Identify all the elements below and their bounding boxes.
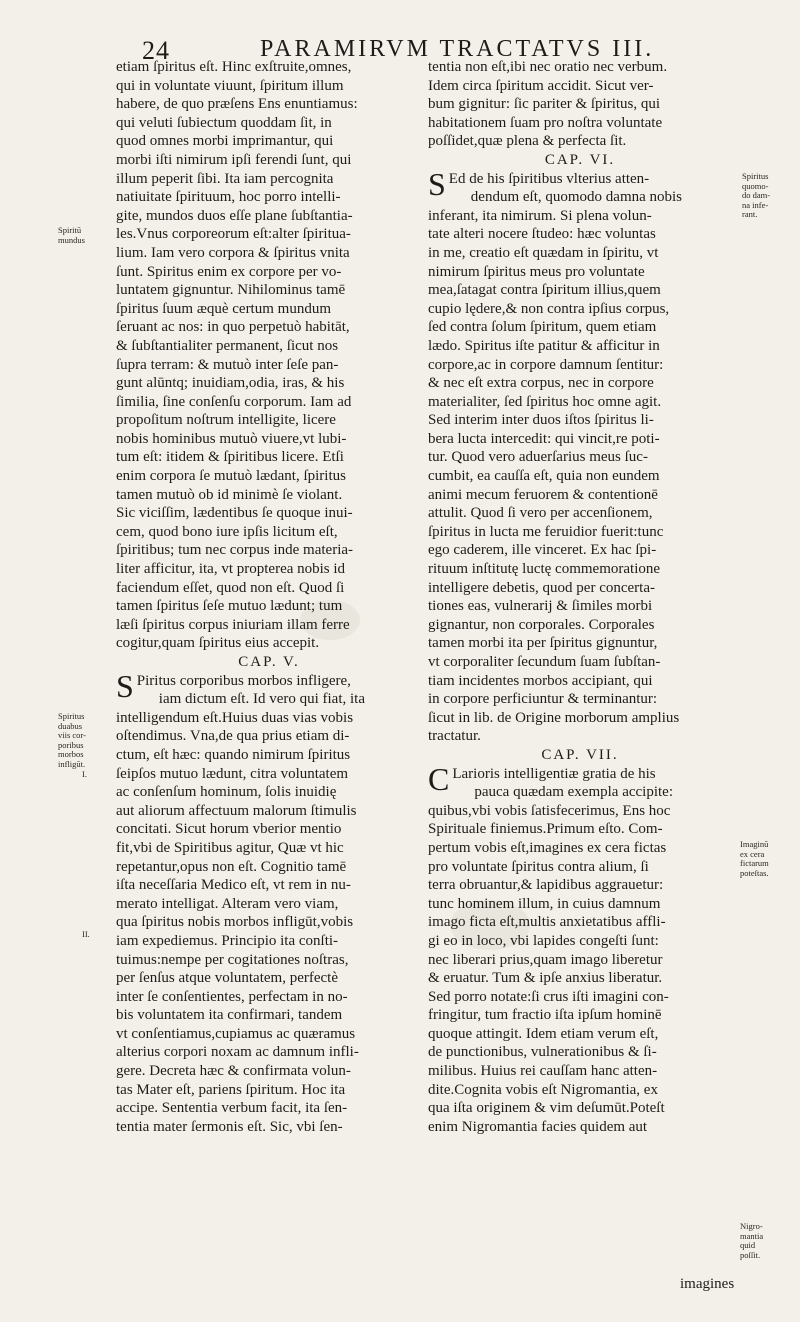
text-line xyxy=(428,988,732,1007)
text-line-content: rituum inſtitutę luctę commemoratione xyxy=(428,561,661,578)
text-line xyxy=(116,820,422,839)
text-line-content: gite, mundos duos eſſe plane ſubſtantia- xyxy=(116,207,353,224)
text-line-content: qua ſpiritus nobis morbos infligūt,vobis xyxy=(116,914,354,931)
text-line xyxy=(116,337,422,356)
text-line-content: ſed contra ſolum ſpiritum, quem etiam xyxy=(428,319,657,336)
text-line xyxy=(116,1043,422,1062)
text-line-content: corpore,ac in corpore damnum ſentitur: xyxy=(428,356,664,373)
margin-gloss-right-2: Imaginū ex cera fictarum poteſtas. xyxy=(740,839,769,878)
text-line xyxy=(428,263,732,282)
text-line xyxy=(428,1099,732,1118)
text-line-content: tentia mater ſermonis eſt. Sic, vbi ſen- xyxy=(116,1118,343,1135)
text-line-content: ſupra terram: & mutuò inter ſeſe pan- xyxy=(116,356,339,373)
text-line xyxy=(428,634,732,653)
text-line-content: Sed porro notate:ſi crus iſti imagini con- xyxy=(428,988,669,1005)
text-line xyxy=(116,1006,422,1025)
text-line xyxy=(116,281,422,300)
text-line-content: etiam ſpiritus eſt. Hinc exſtruite,omnes, xyxy=(116,59,352,75)
text-line xyxy=(428,58,732,77)
text-line-content: iam dictum eſt. Id vero qui fiat, ita xyxy=(158,691,365,708)
text-line-content: Idem circa ſpiritum accidit. Sicut ver- xyxy=(428,77,654,94)
text-line xyxy=(116,579,422,598)
left-text-column xyxy=(116,58,422,1136)
text-line xyxy=(116,839,422,858)
text-line xyxy=(449,188,732,207)
margin-number-2: II. xyxy=(82,929,90,939)
text-line-content: aut aliorum affectuum malorum ſtimulis xyxy=(116,802,357,819)
text-line-content: Larioris intelligentiæ gratia de his xyxy=(452,765,656,782)
text-line xyxy=(116,616,422,635)
text-line-content: vt conſentiamus,cupiamus ac quæramus xyxy=(116,1025,356,1042)
text-line xyxy=(116,1118,422,1137)
text-line xyxy=(116,374,422,393)
text-line xyxy=(428,876,732,895)
text-line xyxy=(428,709,732,728)
page-number: 24 xyxy=(142,36,170,65)
text-line-content: cem, quod bono iure ipſis licitum eſt, xyxy=(116,523,338,540)
text-line xyxy=(116,969,422,988)
text-line-content: luntatem gignuntur. Nihilominus tamē xyxy=(116,282,346,299)
text-line xyxy=(116,727,422,746)
text-line-content: tamen morbi ita per ſpiritus gignuntur, xyxy=(428,635,658,652)
text-line xyxy=(116,132,422,151)
text-line xyxy=(428,839,732,858)
text-line xyxy=(428,690,732,709)
text-line-content: quod omnes morbi imprimantur, qui xyxy=(116,133,334,150)
text-line-content: tas Mater eſt, pariens ſpiritum. Hoc ita xyxy=(116,1081,346,1098)
text-line-content: natiuitate ſpirituum, hoc porro intelli- xyxy=(116,189,341,206)
text-line-content: terra obruantur,& lapidibus aggrauetur: xyxy=(428,877,664,894)
text-line-content: quibus,vbi vobis ſatisfecerimus, Ens hoc xyxy=(428,802,671,819)
margin-number-1: I. xyxy=(82,769,87,779)
drop-capital: S xyxy=(428,165,446,202)
text-line-content: iſta neceſſaria Medico eſt, vt rem in nu- xyxy=(116,877,351,894)
text-line-content: milibus. Huius rei cauſſam hanc atten- xyxy=(428,1063,658,1080)
text-line-content: pertum vobis eſt,imagines ex cera fictas xyxy=(428,839,667,856)
text-line-content: dendum eſt, quomodo damna nobis xyxy=(470,189,683,206)
text-line xyxy=(116,411,422,430)
text-line xyxy=(116,1081,422,1100)
text-line xyxy=(428,523,732,542)
text-line xyxy=(116,448,422,467)
text-line xyxy=(428,318,732,337)
text-line-content: lium. Iam vero corpora & ſpiritus vnita xyxy=(116,244,350,261)
text-line-content: ſimilia, ſine conſenſu corporum. Iam ad xyxy=(116,393,352,410)
drop-capital: C xyxy=(428,760,450,797)
text-line xyxy=(428,802,732,821)
text-line xyxy=(428,1062,732,1081)
text-line-content: inferant, ita nimirum. Si plena volun- xyxy=(428,207,652,224)
text-line xyxy=(116,765,422,784)
text-line xyxy=(428,1081,732,1100)
text-line xyxy=(428,281,732,300)
text-line-content: Spirituale finiemus.Primum eſto. Com- xyxy=(428,821,663,838)
text-line xyxy=(116,783,422,802)
text-line xyxy=(428,1118,732,1137)
text-line-content: materialiter, ſed ſpiritus hoc omne agit. xyxy=(428,393,662,410)
text-line xyxy=(428,672,732,691)
text-line-content: nobis hominibus mutuò viuere,vt lubi- xyxy=(116,430,347,447)
text-line-content: faciendum eſſet, quod non eſt. Quod ſi xyxy=(116,579,345,596)
text-line xyxy=(428,467,732,486)
text-line-content: merato intelligat. Alteram vero viam, xyxy=(116,895,339,912)
text-line xyxy=(428,560,732,579)
text-line xyxy=(116,1062,422,1081)
text-line-content: concitati. Sicut horum vberior mentio xyxy=(116,821,342,838)
text-line-content: tunc hominem illum, in cuius damnum xyxy=(428,895,661,912)
text-line-content: attulit. Quod ſi vero per accenſionem, xyxy=(428,505,653,522)
text-line-content: Ed de his ſpiritibus vlterius atten- xyxy=(448,170,650,187)
text-line-content: qua iſta originem & vim deſumūt.Poteſt xyxy=(428,1100,665,1117)
text-line xyxy=(116,541,422,560)
text-line xyxy=(116,95,422,114)
text-line xyxy=(116,263,422,282)
running-title: PARAMIRVM TRACTATVS III. xyxy=(260,36,655,62)
text-line-content: gi eo in loco, vbi lapides congeſti ſunt: xyxy=(428,932,659,949)
text-line-content: morbi iſti nimirum ipſi ferendi ſunt, qui xyxy=(116,151,352,168)
text-line xyxy=(428,448,732,467)
text-line xyxy=(116,634,422,653)
text-line xyxy=(428,653,732,672)
drop-capital: S xyxy=(116,667,134,704)
text-line xyxy=(428,969,732,988)
text-line-content: repetantur,opus non eſt. Cognitio tamē xyxy=(116,858,347,875)
margin-gloss-right-1: Spiritus quomo- do dam- na infe- rant. xyxy=(742,171,771,219)
text-line-content: Piritus corporibus morbos infligere, xyxy=(136,672,351,689)
text-line xyxy=(116,114,422,133)
text-line-content: pro voluntate ſpiritus contra alium, ſi xyxy=(428,858,649,875)
text-line xyxy=(116,430,422,449)
text-line-content: intelligendum eſt.Huius duas vias vobis xyxy=(116,709,354,726)
text-line xyxy=(428,913,732,932)
text-line-content: cumbit, ea cauſſa eſt, quia non eundem xyxy=(428,468,660,485)
text-line xyxy=(428,77,732,96)
margin-gloss-left-2: Spiritus duabus viis cor- poribus morbos infligūt. xyxy=(58,711,86,769)
text-line-content: Sed interim inter duos iſtos ſpiritus li- xyxy=(428,412,654,429)
text-line-content: gunt alūntq; inuidiam,odia, iras, & his xyxy=(116,375,345,392)
text-line-content: nec liberari prius,quam imago liberetur xyxy=(428,951,663,968)
text-line-content: de punctionibus, vulnerationibus & ſi- xyxy=(428,1044,657,1061)
text-line xyxy=(428,541,732,560)
text-line xyxy=(428,1025,732,1044)
text-line xyxy=(116,207,422,226)
text-line-content: in me, creatio eſt quædam in ſpiritu, vt xyxy=(428,244,659,261)
text-line-content: accipe. Sententia verbum facit, ita ſen- xyxy=(116,1100,348,1117)
text-line-content: liter afficitur, ita, vt propterea nobis id xyxy=(116,561,346,578)
text-line-content: fringitur, tum fractio iſta ipſum hominē xyxy=(428,1007,662,1024)
text-line xyxy=(116,1099,422,1118)
text-line-content: les.Vnus corporeorum eſt:alter ſpiritua- xyxy=(116,226,351,243)
text-line xyxy=(116,504,422,523)
text-line-content: ac conſenſum hominum, ſolis inuidię xyxy=(116,784,337,801)
text-line xyxy=(428,374,732,393)
text-line-content: bis voluntatem ita confirmari, tandem xyxy=(116,1007,343,1024)
text-line-content: propoſitum noſtrum intelligite, licere xyxy=(116,412,336,429)
text-line xyxy=(116,895,422,914)
text-line xyxy=(116,467,422,486)
text-line-content: & eruatur. Tum & ipſe anxius liberatur. xyxy=(428,970,663,987)
text-line-content: cogitur,quam ſpiritus eius accepit. xyxy=(116,635,320,652)
text-line xyxy=(116,225,422,244)
text-line-content: tamen mutuò ob id minimè ſe violant. xyxy=(116,486,343,503)
text-line xyxy=(452,783,732,802)
text-line-content: dite.Cognita vobis eſt Nigromantia, ex xyxy=(428,1081,658,1098)
text-line xyxy=(428,1006,732,1025)
text-line-content: ſeipſos mutuo lædunt, citra voluntatem xyxy=(116,765,349,782)
right-text-column xyxy=(428,58,732,1136)
text-line xyxy=(137,690,422,709)
text-line-content: bera lucta intercedit: qui vincit,re poti- xyxy=(428,430,660,447)
text-line xyxy=(116,858,422,877)
text-line-content: pauca quædam exempla accipite: xyxy=(474,784,674,801)
text-line-content: quoque attingit. Idem etiam verum eſt, xyxy=(428,1025,659,1042)
text-line-content: qui in voluntate viuunt, ſpiritum illum xyxy=(116,77,344,94)
text-line xyxy=(116,77,422,96)
text-line-content: tur. Quod vero aduerſarius meus ſuc- xyxy=(428,449,648,466)
text-line-content: tum eſt: itidem & ſpiritibus licere. Etſi xyxy=(116,449,344,466)
text-line-content: lædo. Spiritus iſte patitur & afficitur in xyxy=(428,337,660,354)
text-line xyxy=(116,746,422,765)
text-line-content: gignantur, non corporales. Corporales xyxy=(428,616,655,633)
text-line xyxy=(116,58,422,77)
text-line-content: cupio lędere,& non contra ipſius corpus, xyxy=(428,300,670,317)
text-line xyxy=(116,951,422,970)
text-line xyxy=(116,709,422,728)
text-line xyxy=(428,504,732,523)
text-line-content: animi mecum feruorem & contentionē xyxy=(428,486,658,503)
text-line xyxy=(428,486,732,505)
chapter-heading-5: CAP. V. xyxy=(238,654,300,670)
margin-gloss-left-1: Spiritū mundus xyxy=(58,225,85,245)
text-line xyxy=(116,802,422,821)
text-line-content: ctum, eſt hæc: quando nimirum ſpiritus xyxy=(116,746,351,763)
text-line xyxy=(428,727,732,746)
text-line xyxy=(116,244,422,263)
text-line-content: mea,ſatagat contra ſpiritum illius,quem xyxy=(428,282,661,299)
text-line-content: & ſubſtantialiter permanent, ſicut nos xyxy=(116,337,339,354)
text-line-content: oſtendimus. Vna,de qua prius etiam di- xyxy=(116,728,350,745)
text-line-content: gere. Decreta hæc & confirmata volun- xyxy=(116,1063,351,1080)
text-line xyxy=(116,523,422,542)
text-line-content: fit,vbi de Spiritibus agitur, Quæ vt hic xyxy=(116,839,344,856)
text-line-content: enim Nigromantia facies quidem aut xyxy=(428,1118,648,1135)
text-line xyxy=(428,858,732,877)
text-line xyxy=(116,932,422,951)
text-line xyxy=(428,114,732,133)
text-line xyxy=(116,560,422,579)
text-line xyxy=(428,337,732,356)
margin-gloss-right-3: Nigro- mantia quid poſſit. xyxy=(740,1221,764,1260)
text-line-content: Sic viciſſim, lædentibus ſe quoque inui- xyxy=(116,505,353,522)
text-line-content: enim corpora ſe mutuò lædant, ſpiritus xyxy=(116,468,346,485)
text-line-content: ego caderem, ille vinceret. Ex hac ſpi- xyxy=(428,542,657,559)
text-line-content: imago ficta eſt,multis anxietatibus affli- xyxy=(428,914,666,931)
text-line xyxy=(428,430,732,449)
text-line xyxy=(116,988,422,1007)
text-line-content: in corpore perficiuntur & terminantur: xyxy=(428,691,658,708)
text-line xyxy=(428,895,732,914)
text-line-content: qui veluti ſubiectum quoddam ſit, in xyxy=(116,114,332,131)
text-line-content: læſi ſpiritus corpus iniuriam illam ferre xyxy=(116,616,350,633)
text-line-content: intelligere debetis, quod per concerta- xyxy=(428,579,655,596)
text-line-content: ſicut in lib. de Origine morborum amplius xyxy=(428,709,680,726)
text-line-content: nimirum ſpiritus meus pro voluntate xyxy=(428,263,645,280)
text-line xyxy=(428,579,732,598)
text-line xyxy=(116,393,422,412)
text-line-content: tuimus:nempe per cogitationes noſtras, xyxy=(116,951,349,968)
text-line-content: per ſenſus atque voluntatem, perfectè xyxy=(116,970,338,987)
text-line xyxy=(116,1025,422,1044)
text-line xyxy=(428,820,732,839)
text-line xyxy=(116,188,422,207)
text-line-content: illum peperit ſibi. Ita iam percognita xyxy=(116,170,334,187)
text-line-content: tiam incidentes morbos accipiant, qui xyxy=(428,672,653,689)
text-line-content: habitationem ſuam pro noſtra voluntate xyxy=(428,114,663,131)
text-line-content: tractatur. xyxy=(428,728,481,745)
text-line xyxy=(428,244,732,263)
text-line-content: bum gignitur: ſic pariter & ſpiritus, qui xyxy=(428,96,661,113)
text-line xyxy=(428,393,732,412)
text-line-content: ſeruant ac nos: in quo perpetuò habitāt, xyxy=(116,319,350,336)
text-line xyxy=(116,876,422,895)
text-line-content: & nec eſt extra corpus, nec in corpore xyxy=(428,375,654,392)
text-line xyxy=(116,318,422,337)
text-line xyxy=(428,1043,732,1062)
text-line-content: tentia non eſt,ibi nec oratio nec verbum. xyxy=(428,59,668,75)
text-line-content: habere, de quo præſens Ens enuntiamus: xyxy=(116,96,358,113)
chapter-heading-7: CAP. VII. xyxy=(541,746,619,763)
text-line xyxy=(428,132,732,151)
text-line-content: poſſidet,quæ plena & perfecta ſit. xyxy=(428,133,627,150)
text-line xyxy=(116,151,422,170)
text-line xyxy=(116,356,422,375)
chapter-heading-6: CAP. VI. xyxy=(544,151,616,168)
text-line xyxy=(428,356,732,375)
text-line-content: tiones eas, vulnerarij & ſimiles morbi xyxy=(428,598,653,615)
text-line-content: inter ſe conſentientes, perfectam in no- xyxy=(116,988,348,1005)
text-line xyxy=(428,300,732,319)
text-line-content: alterius corpori noxam ac damnum infli- xyxy=(116,1044,359,1061)
text-line-content: ſunt. Spiritus enim ex corpore per vo- xyxy=(116,263,342,280)
text-line xyxy=(428,95,732,114)
text-line xyxy=(428,616,732,635)
text-line-content: tamen ſpiritus ſeſe mutuo lædunt; tum xyxy=(116,598,343,615)
text-line xyxy=(428,411,732,430)
text-line xyxy=(116,597,422,616)
text-line xyxy=(116,913,422,932)
text-line xyxy=(116,170,422,189)
text-line-content: ſpiritus ſuum æquè certum mundum xyxy=(116,300,331,317)
text-line xyxy=(428,951,732,970)
text-line xyxy=(428,207,732,226)
text-line xyxy=(428,597,732,616)
text-line-content: ſpiritus in lucta me feruidior fuerit:tunc xyxy=(428,523,664,540)
text-line-content: ſpiritibus; tum nec corpus inde materia- xyxy=(116,542,354,559)
text-line xyxy=(116,300,422,319)
text-line-content: vt corporaliter ſecundum ſuam ſubſtan- xyxy=(428,654,661,670)
text-line xyxy=(428,932,732,951)
text-line xyxy=(428,225,732,244)
text-line-content: iam expediemus. Principio ita conſti- xyxy=(116,932,339,949)
text-line xyxy=(116,486,422,505)
catchword: imagines xyxy=(680,1276,735,1292)
text-line-content: tate alteri nocere ſtudeo: hæc voluntas xyxy=(428,226,656,243)
